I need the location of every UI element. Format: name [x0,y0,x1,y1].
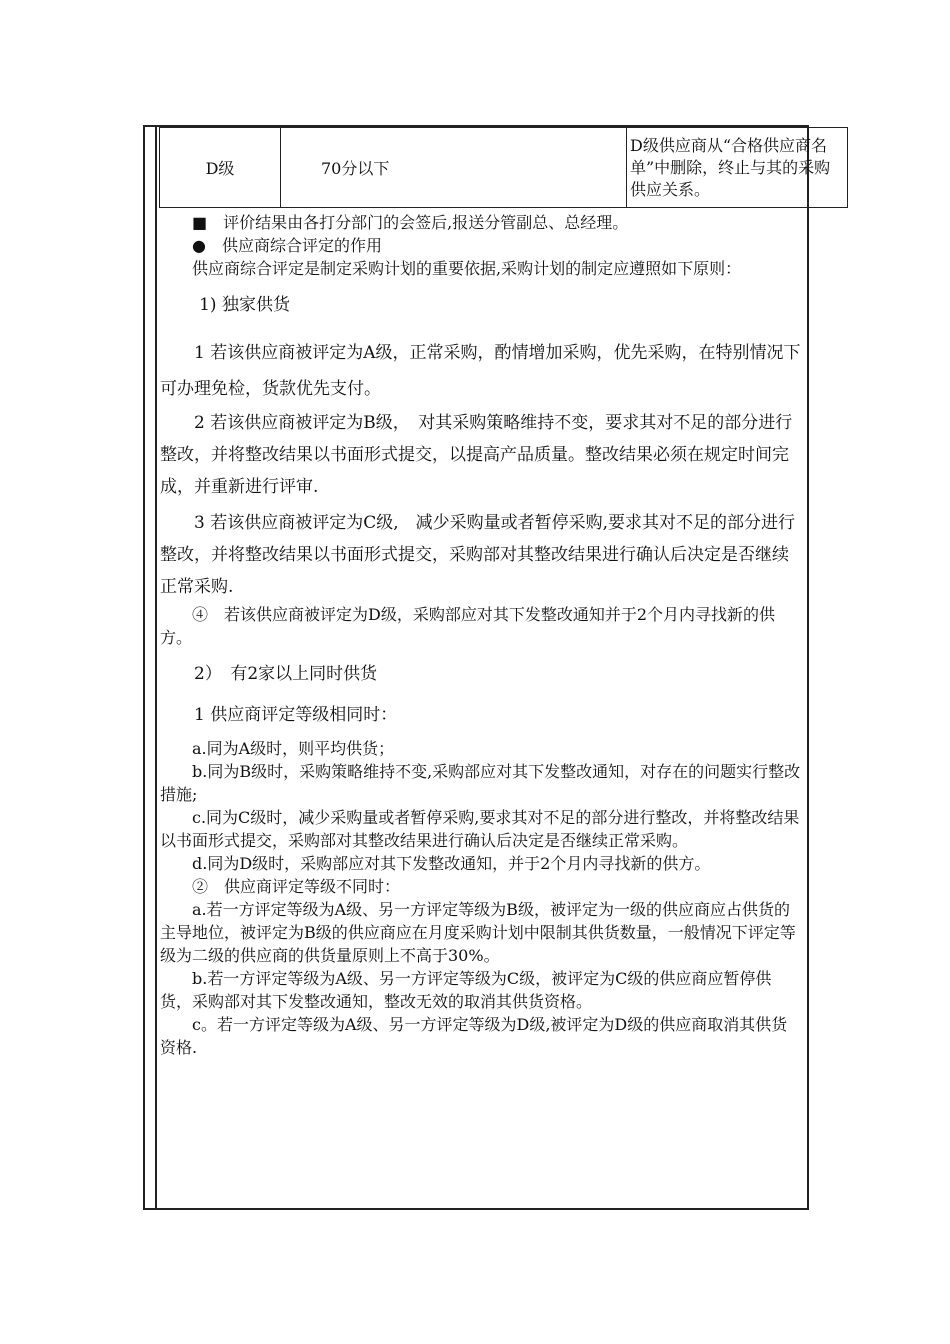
grade-cell: D级 [160,128,281,208]
paragraph-role-heading: ● 供应商综合评定的作用 [192,236,382,255]
different-grade-a-b: a.若一方评定等级为A级、另一方评定等级为B级，被评定为一级的供应商应占供货的主导地位，被评定为B级的供应商应在月度采购计划中限制其供货数量，一般情况下评定等级为二级的供应商的供货量原则上不高于30%。 [160,900,796,965]
paragraph-principles-intro: 供应商综合评定是制定采购计划的重要依据,采购计划的制定应遵照如下原则： [192,259,742,278]
different-grade-a-c: b.若一方评定等级为A级、另一方评定等级为C级，被评定为C级的供应商应暂停供货，采购部对其下发整改通知，整改无效的取消其供货资格。 [160,969,772,1011]
rule-grade-c: 3 若该供应商被评定为C级, 减少采购量或者暂停采购,要求其对不足的部分进行整改，并将整改结果以书面形式提交，采购部对其整改结果进行确认后决定是否继续正常采购. [160,513,796,597]
same-grade-c: c.同为C级时，减少采购量或者暂停采购,要求其对不足的部分进行整改，并将整改结果以书面形式提交，采购部对其整改结果进行确认后决定是否继续正常采购。 [160,808,800,850]
different-grade-a-d: c。若一方评定等级为A级、另一方评定等级为D级,被评定为D级的供应商取消其供货资格. [160,1015,788,1057]
same-grade-a: a.同为A级时，则平均供货； [192,739,395,758]
frame-left-line-inner [155,125,157,1208]
table-row [160,128,848,208]
subheading-same-grade: 1 供应商评定等级相同时： [194,705,398,725]
rule-grade-a: 1 若该供应商被评定为A级，正常采购，酌情增加采购，优先采购，在特别情况下可办理免检，货款优先支付。 [160,343,801,399]
section-heading-multi-supply: 2） 有2家以上同时供货 [194,664,378,684]
rule-grade-d: ④ 若该供应商被评定为D级，采购部应对其下发整改通知并于2个月内寻找新的供方。 [160,605,776,647]
rule-grade-b: 2 若该供应商被评定为B级， 对其采购策略维持不变，要求其对不足的部分进行整改，并将整改结果以书面形式提交，以提高产品质量。整改结果必须在规定时间完成，并重新进行评审. [160,413,793,497]
document-body [160,211,803,1059]
paragraph-evaluation-signoff: ■ 评价结果由各打分部门的会签后,报送分管副总、总经理。 [192,213,629,232]
action-cell: D级供应商从“合格供应商名单”中删除，终止与其的采购供应关系。 [627,128,848,208]
subheading-different-grade: ② 供应商评定等级不同时： [192,877,401,896]
score-cell: 70分以下 [281,128,627,208]
frame-left-line-outer [143,125,145,1208]
same-grade-d: d.同为D级时，采购部应对其下发整改通知，并于2个月内寻找新的供方。 [192,854,711,873]
section-heading-sole-supply: 1) 独家供货 [199,295,290,315]
grade-table [159,127,848,208]
same-grade-b: b.同为B级时，采购策略维持不变,采购部应对其下发整改通知，对存在的问题实行整改措施; [160,762,801,804]
